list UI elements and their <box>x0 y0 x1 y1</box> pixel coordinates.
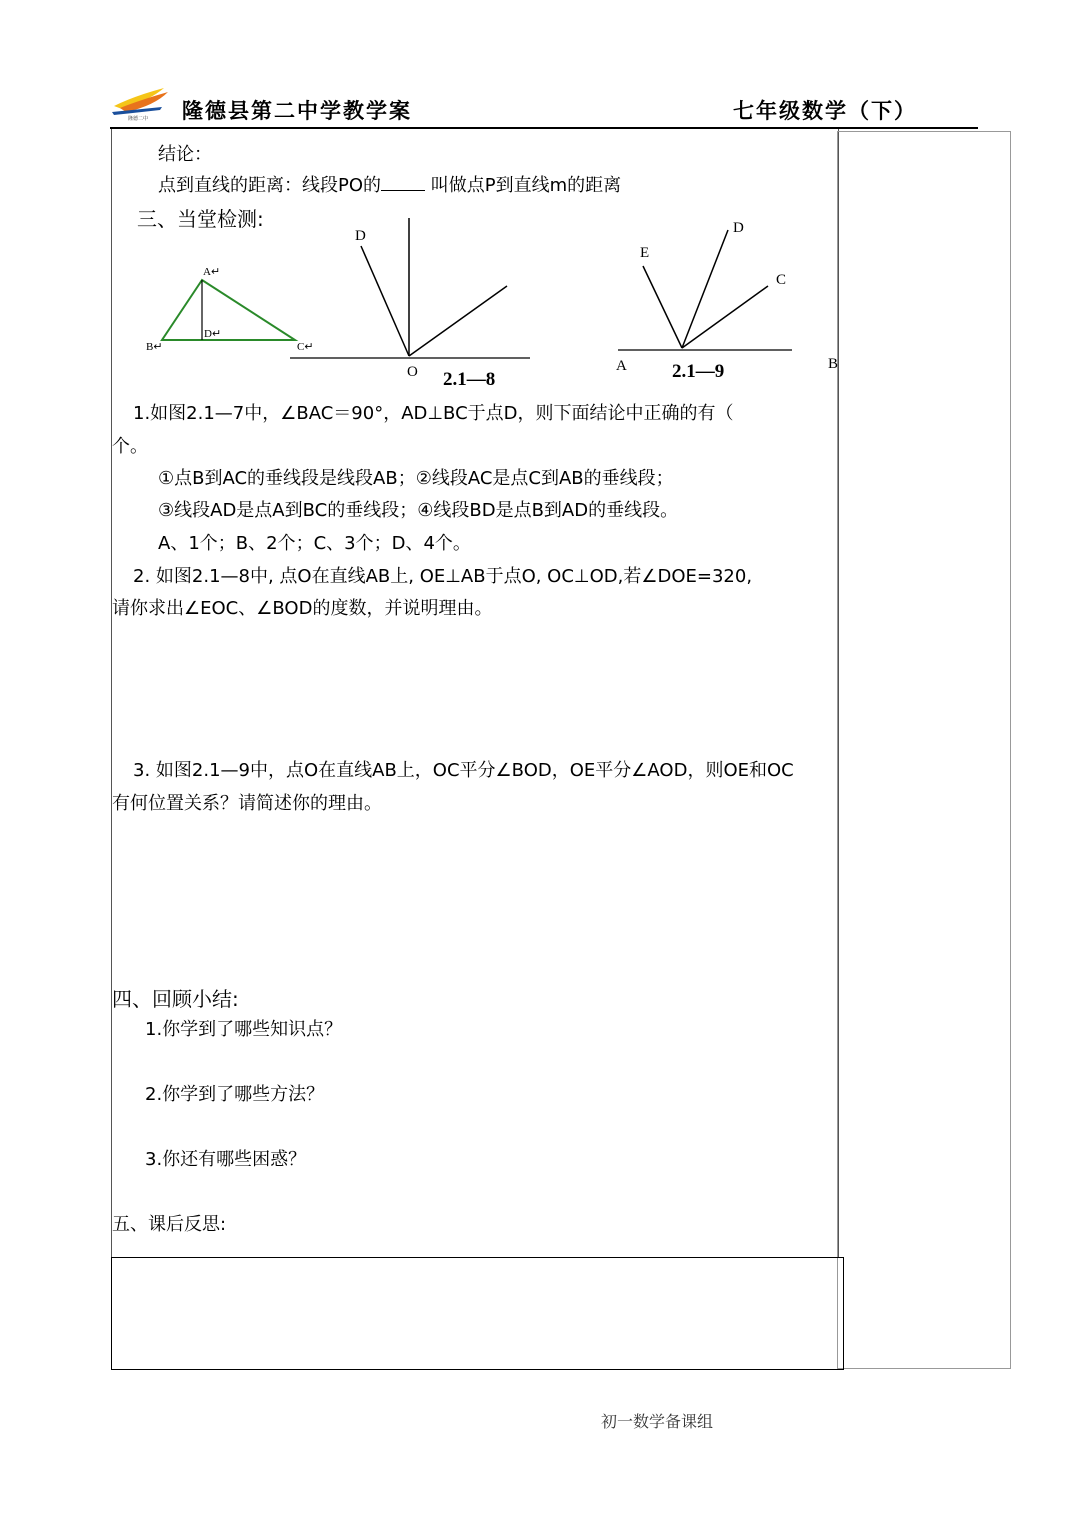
q3-line1: 3. 如图2.1—9中，点O在直线AB上，OC平分∠BOD，OE平分∠AOD，则OE和OC <box>133 760 794 781</box>
grade-title: 七年级数学（下） <box>733 98 917 123</box>
school-logo <box>110 82 172 122</box>
label-c: C↵ <box>297 341 314 353</box>
conclusion-label: 结论： <box>158 144 212 165</box>
figure-caption-2-1-9: 2.1—9 <box>672 361 725 382</box>
triangle-abc <box>162 280 295 340</box>
label-c: C <box>776 272 787 288</box>
reflection-box <box>111 1257 844 1370</box>
review-item-2: 2.你学到了哪些方法？ <box>145 1084 325 1105</box>
label-a: A <box>616 358 627 374</box>
q2-line1: 2. 如图2.1—8中, 点O在直线AB上, OE⊥AB于点O, OC⊥OD,若∠DOE=320, <box>133 566 753 587</box>
figure-2-1-8 <box>285 210 535 390</box>
section3-title: 三、当堂检测: <box>137 207 264 231</box>
label-b: B <box>828 356 839 372</box>
q1-line1: 1.如图2.1—7中，∠BAC＝90°，AD⊥BC于点D，则下面结论中正确的有（ <box>133 403 734 424</box>
figure-2-1-9 <box>610 210 850 380</box>
label-b: B↵ <box>146 341 163 353</box>
answer-blank[interactable] <box>381 174 425 191</box>
label-d: D <box>355 228 366 244</box>
q3-line2: 有何位置关系？请简述你的理由。 <box>112 793 382 814</box>
conclusion-line <box>158 171 621 197</box>
ray-oc <box>682 286 768 348</box>
label-o: O <box>407 364 418 380</box>
ray-oe <box>643 266 682 348</box>
label-d: D <box>733 220 744 236</box>
review-item-1: 1.你学到了哪些知识点？ <box>145 1019 343 1040</box>
svg-text:隆德二中: 隆德二中 <box>128 116 149 122</box>
school-title: 隆德县第二中学教学案 <box>182 98 412 123</box>
q1-line2: 个。 <box>112 436 148 457</box>
label-d: D↵ <box>204 328 222 340</box>
q1-choices: A、1个；B、2个；C、3个；D、4个。 <box>158 533 471 554</box>
label-a: A↵ <box>203 266 221 278</box>
section4-title: 四、回顾小结: <box>112 987 239 1011</box>
q1-options-line2: ③线段AD是点A到BC的垂线段；④线段BD是点B到AD的垂线段。 <box>158 500 679 521</box>
ray-od <box>682 230 728 348</box>
label-e: E <box>640 245 650 261</box>
figure-caption-2-1-8: 2.1—8 <box>443 369 496 390</box>
section5-title: 五、课后反思: <box>112 1214 227 1235</box>
q2-line2: 请你求出∠EOC、∠BOD的度数，并说明理由。 <box>112 598 493 619</box>
ray-od <box>361 246 409 356</box>
conclusion-text-after: 叫做点P到直线m的距离 <box>430 175 622 196</box>
review-item-3: 3.你还有哪些困惑？ <box>145 1149 307 1170</box>
q1-options-line1: ①点B到AC的垂线段是线段AB；②线段AC是点C到AB的垂线段； <box>158 468 674 489</box>
side-cell-border <box>837 131 1011 1369</box>
ray-oc <box>409 286 507 356</box>
conclusion-text-before: 点到直线的距离：线段PO的 <box>158 175 382 196</box>
footer-text: 初一数学备课组 <box>601 1412 714 1431</box>
